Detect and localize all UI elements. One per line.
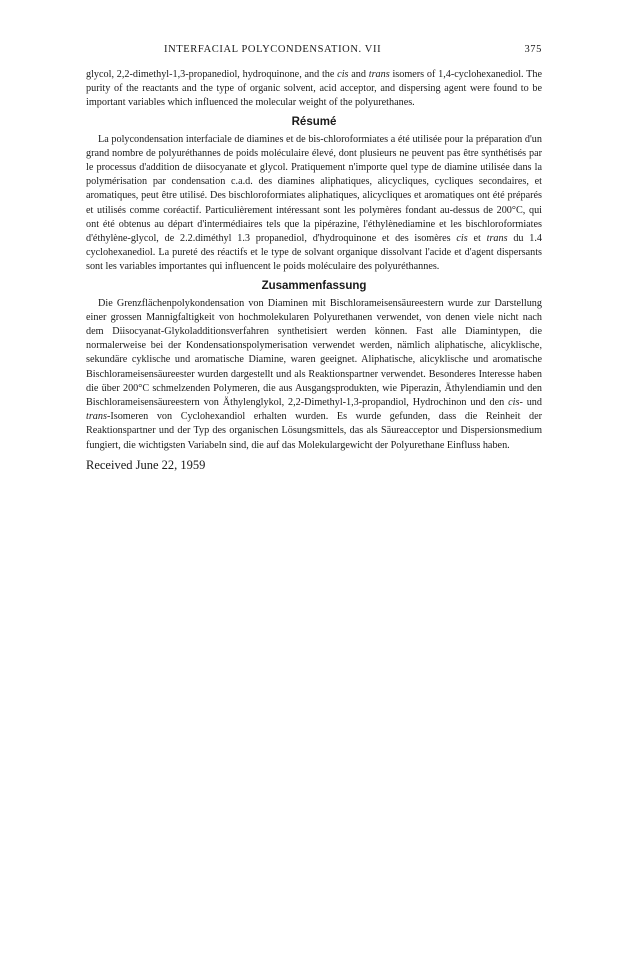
trans-italic: trans [486,233,508,245]
page [86,44,542,474]
running-title: INTERFACIAL POLYCONDENSATION. VII [164,44,382,55]
running-head [86,44,542,60]
resume-heading: Résumé [291,115,337,128]
trans-italic: trans [86,411,107,423]
cis-italic: cis [508,397,520,409]
received-date: Received June 22, 1959 [86,457,206,472]
trans-italic: trans [368,69,390,80]
english-abstract-continuation: glycol, 2,2-dimethyl-1,3-propanediol, hydroquinone, and the cis and trans isomers of 1,4-cyclohexanediol. The purity of the reactants and the type of organic solvent, acid acceptor, and dispersing agent were found to be important variables which influenced the molecular weight of the polyurethanes. [86,69,542,109]
zusammenfassung-paragraph: Die Grenzflächenpolykondensation von Diaminen mit Bischlorameisensäureestern wurde zur Darstellung einer grossen Mannigfaltigkeit von hochmolekularen Polyurethanen verwendet, von denen viele nicht nach dem Diisocyanat-Glykoladditionsverfahren synthetisiert werden können. Fast alle Diamintypen, die normalerweise bei der Kondensationspolymerisation verwendet werden, nämlich aliphatische, alicyklische, sekundäre cyklische und aromatische Diamine, waren geeignet. Aliphatische, alicyklische und aromatische Bischlorameisensäureester wurden dargestellt und als Reaktionspartner verwendet. Besonderes Interesse haben die über 200°C schmelzenden Polymeren, die aus Ausgangsprodukten, wie Piperazin, Äthylendiamin und den Bischlorameisensäureestern von Äthylenglykol, 2,2-Dimethyl-1,3-propandiol, Hydrochinon und den cis- und trans-Isomeren von Cyclohexandiol erhalten wurden. Es wurde gefunden, dass die Reinheit der Reaktionspartner und der Typ des organischen Lösungsmittels, das als Säureacceptor und Dispersionsmedium fungiert, die wichtigsten Variabeln sind, die auf das Molekulargewicht der Polyurethane Einfluss haben. [86,297,542,451]
resume-paragraph: La polycondensation interfaciale de diamines et de bis-chloroformiates a été utilisée pour la préparation d'un grand nombre de polyuréthannes de poids moléculaire élevé, dont plusieurs ne peuvent pas être synthétisés par le processus d'addition de diisocyanate et glycol. Pratiquement n'importe quel type de diamine utilisée dans la polymérisation par condensation c.a.d. des diamines aliphatiques, alicycliques, cycliques secondaires, et aromatiques, peut être utilisé. Des bischloroformiates aliphatiques, alicycliques et aromatiques ont été préparés et utilisés comme coréactif. Particulièrement intéressant sont les polymères fondant au-dessus de 200°C, qui ont été obtenus au départ d'intermédiaires tels que la pipérazine, l'éthylènediamine et les bischloroformiates d'éthylène-glycol, de 2.2.diméthyl 1.3 propanediol, d'hydroquinone et des isomères cis et trans du 1.4 cyclohexanediol. La pureté des réactifs et le type de solvant organique dissolvant l'acide et d'agent dispersants sont les variables importantes qui influencent le poids moléculaire des polyuréthannes. [86,133,543,273]
page-number: 375 [524,44,542,55]
zusammenfassung-heading: Zusammenfassung [261,279,367,292]
cis-italic: cis [456,233,468,245]
cis-italic: cis [337,69,349,80]
